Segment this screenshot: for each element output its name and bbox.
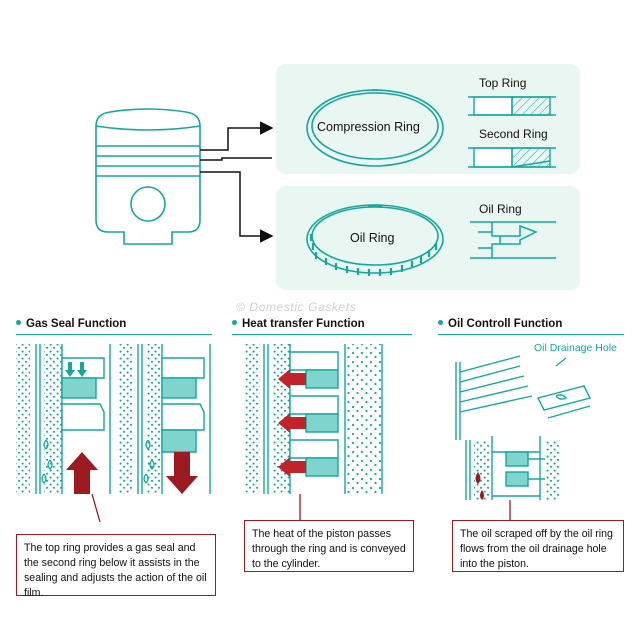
oil-ring-label: Oil Ring: [350, 231, 395, 245]
bullet-icon: [16, 320, 21, 325]
oil-drainage-hole-label: Oil Drainage Hole: [534, 342, 617, 354]
section-title-oil-control-text: Oil Controll Function: [448, 318, 563, 330]
divider-gas-seal: [16, 334, 212, 335]
compression-ring-panel: [276, 64, 580, 174]
watermark: © Domestic Gaskets: [236, 300, 357, 314]
oil-ring-section-label: Oil Ring: [479, 202, 522, 216]
section-title-gas-seal: [16, 318, 126, 330]
callout-gas-seal: The top ring provides a gas seal and the second ring below it assists in the sealing and adjusts the action of the oil film.: [16, 534, 216, 596]
section-title-gas-seal-text: Gas Seal Function: [26, 318, 127, 330]
divider-oil-control: [438, 334, 624, 335]
bullet-icon: [438, 320, 443, 325]
section-title-oil-control: [438, 318, 562, 330]
section-title-heat-transfer: [232, 318, 365, 330]
callout-heat-transfer: The heat of the piston passes through the ring and is conveyed to the cylinder.: [244, 520, 414, 572]
second-ring-label: Second Ring: [479, 127, 548, 141]
callout-oil-control: The oil scraped off by the oil ring flows from the oil drainage hole into the piston.: [452, 520, 624, 572]
divider-heat-transfer: [232, 334, 412, 335]
top-ring-label: Top Ring: [479, 76, 527, 90]
oil-ring-panel: [276, 186, 580, 290]
section-title-heat-transfer-text: Heat transfer Function: [242, 318, 365, 330]
bullet-icon: [232, 320, 237, 325]
compression-ring-label: Compression Ring: [317, 120, 420, 134]
